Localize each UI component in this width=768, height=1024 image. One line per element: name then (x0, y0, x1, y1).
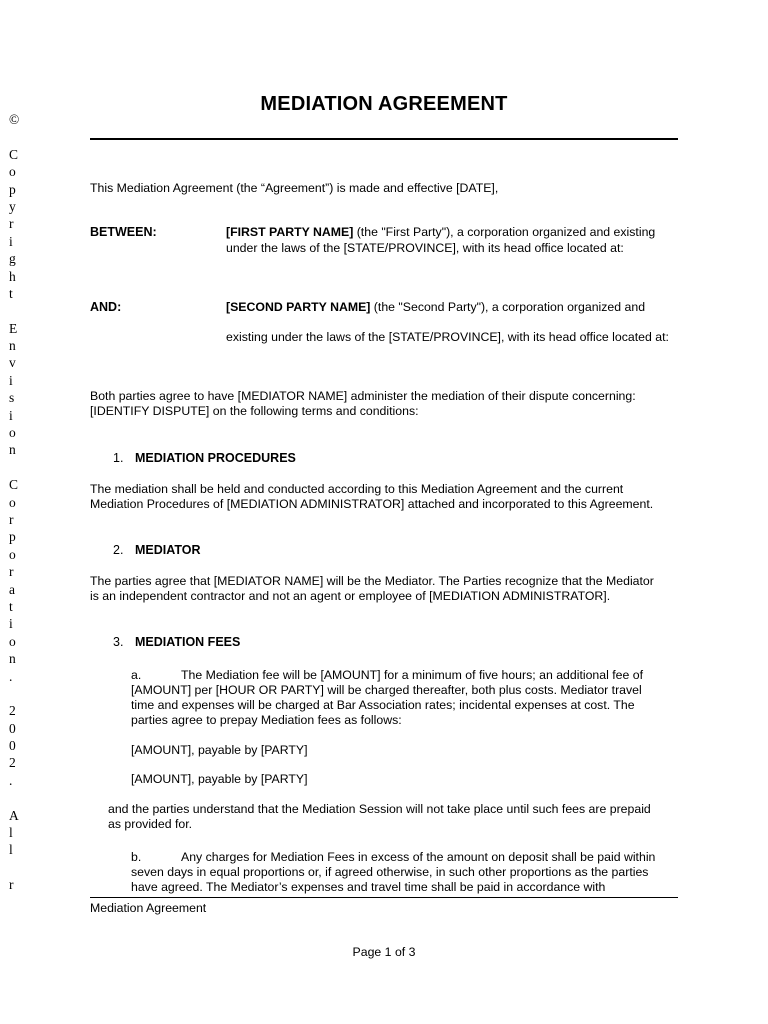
second-party-line-2: existing under the laws of the [STATE/PROVINCE], with its head office located at: (226, 330, 669, 344)
copyright-char: p (9, 529, 16, 545)
copyright-char: n (9, 338, 16, 354)
copyright-char (9, 859, 21, 876)
copyright-char: C (9, 477, 19, 493)
copyright-char: r (9, 877, 14, 893)
fees-b-line-2: seven days in equal proportions or, if agreed otherwise, in such other proportions as the parties (131, 865, 649, 879)
section-1-line-2: Mediation Procedures of [MEDIATION ADMINISTRATOR] attached and incorporated to this Agreement. (90, 497, 654, 511)
fees-a-letter: a. (131, 668, 142, 682)
fees-a-line-4: parties agree to prepay Mediation fees as follows: (131, 713, 402, 727)
fees-b-line-3: have agreed. The Mediator’s expenses and travel time shall be paid in accordance with (131, 880, 606, 894)
fees-a-line-3: time and expenses will be charged at Bar Association rates; incidental expenses at cost. The (131, 698, 635, 712)
first-party-name: [FIRST PARTY NAME] (226, 225, 354, 239)
section-2-line-1: The parties agree that [MEDIATOR NAME] will be the Mediator. The Parties recognize that the Mediator (90, 574, 654, 588)
copyright-char: t (9, 285, 13, 301)
fees-b-letter: b. (131, 850, 142, 864)
second-party-line-1 (226, 300, 686, 316)
title-rule (90, 138, 678, 140)
copyright-char: s (9, 390, 15, 406)
copyright-char: o (9, 494, 16, 510)
intro-paragraph: This Mediation Agreement (the “Agreement”) is made and effective [DATE], (90, 181, 499, 195)
copyright-char: 0 (9, 738, 16, 754)
understand-line-2: as provided for. (108, 817, 193, 831)
first-party-line-2: under the laws of the [STATE/PROVINCE], with its head office located at: (226, 241, 624, 255)
copyright-char: C (9, 146, 19, 162)
second-party-line-1-rest: (the "Second Party"), a corporation organized and (370, 300, 646, 314)
copyright-char: i (9, 407, 13, 423)
fees-a-line-1-text: The Mediation fee will be [AMOUNT] for a minimum of five hours; an additional fee of (181, 668, 644, 682)
copyright-char: r (9, 216, 14, 232)
and-label: AND: (90, 300, 122, 314)
second-party-name: [SECOND PARTY NAME] (226, 300, 371, 314)
copyright-char: 2 (9, 755, 16, 771)
side-copyright-notice (9, 111, 21, 894)
copyright-char: © (9, 112, 20, 127)
copyright-char: i (9, 233, 13, 249)
section-3-heading (113, 635, 240, 649)
copyright-char (9, 459, 21, 476)
section-2-line-2: is an independent contractor and not an agent or employee of [MEDIATION ADMINISTRATOR]. (90, 589, 611, 603)
fees-b-line-1 (131, 850, 655, 866)
document-title: MEDIATION AGREEMENT (260, 93, 508, 115)
payment-line-2: [AMOUNT], payable by [PARTY] (131, 772, 308, 786)
copyright-char: l (9, 825, 13, 841)
section-3-number: 3. (113, 635, 124, 649)
copyright-char (9, 685, 21, 702)
between-label: BETWEEN: (90, 225, 157, 239)
copyright-char: p (9, 181, 16, 197)
section-1-line-1: The mediation shall be held and conducted according to this Mediation Agreement and the current (90, 482, 624, 496)
copyright-char: g (9, 251, 16, 267)
copyright-char: n (9, 651, 16, 667)
copyright-char: i (9, 616, 13, 632)
copyright-char: 0 (9, 720, 16, 736)
agree-line-2: [IDENTIFY DISPUTE] on the following terms and conditions: (90, 404, 419, 418)
fees-a-line-1 (131, 668, 643, 684)
copyright-char: . (9, 772, 13, 788)
copyright-char: A (9, 807, 19, 823)
copyright-char: y (9, 198, 16, 214)
section-2-title: MEDIATOR (135, 543, 201, 557)
section-1-title: MEDIATION PROCEDURES (135, 451, 296, 465)
understand-line-1: and the parties understand that the Mediation Session will not take place until such fees are prepaid (108, 802, 651, 816)
copyright-char: a (9, 581, 15, 597)
payment-line-1: [AMOUNT], payable by [PARTY] (131, 743, 308, 757)
footer-rule (90, 897, 678, 898)
copyright-char: E (9, 320, 18, 336)
copyright-char: o (9, 164, 16, 180)
fees-a-line-2: [AMOUNT] per [HOUR OR PARTY] will be charged thereafter, both plus costs. Mediator travel (131, 683, 642, 697)
footer-document-name: Mediation Agreement (90, 901, 207, 915)
page-number: Page 1 of 3 (352, 945, 416, 959)
section-3-title: MEDIATION FEES (135, 635, 241, 649)
copyright-char: v (9, 355, 16, 371)
copyright-char (9, 128, 21, 145)
copyright-char: i (9, 372, 13, 388)
agree-line-1: Both parties agree to have [MEDIATOR NAME] administer the mediation of their dispute concerning: (90, 389, 636, 403)
copyright-char: o (9, 633, 16, 649)
section-2-heading (113, 543, 201, 557)
copyright-char: o (9, 546, 16, 562)
copyright-char: 2 (9, 703, 16, 719)
copyright-char: l (9, 842, 13, 858)
first-party-line-1-rest: (the "First Party"), a corporation organized and existing (353, 225, 656, 239)
fees-b-line-1-text: Any charges for Mediation Fees in excess of the amount on deposit shall be paid within (181, 850, 656, 864)
section-2-number: 2. (113, 543, 124, 557)
copyright-char (9, 302, 21, 319)
copyright-char: o (9, 425, 16, 441)
copyright-char (9, 789, 21, 806)
section-1-number: 1. (113, 451, 124, 465)
copyright-char: n (9, 442, 16, 458)
copyright-char: . (9, 668, 13, 684)
copyright-char: t (9, 598, 13, 614)
copyright-char: r (9, 564, 14, 580)
copyright-char: r (9, 511, 14, 527)
first-party-line-1 (226, 225, 686, 241)
copyright-char: h (9, 268, 16, 284)
section-1-heading (113, 451, 296, 465)
